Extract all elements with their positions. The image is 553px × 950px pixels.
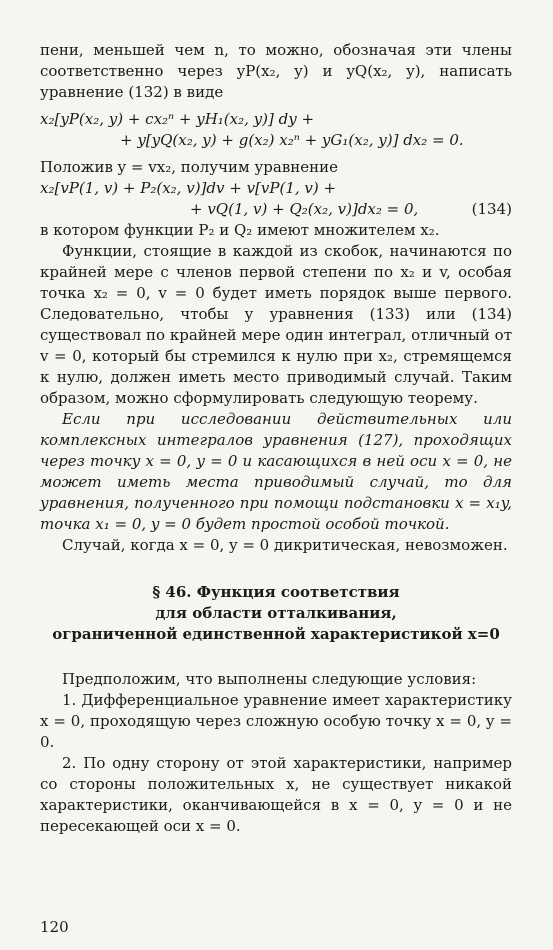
- equation-134-line1: x₂[vP(1, v) + P₂(x₂, v)]dv + v[vP(1, v) +: [40, 179, 337, 197]
- condition-2: 2. По одну сторону от этой характеристики, например со стороны положительных x, не существует никакой характеристики, оканчивающейся в x = 0, y = 0 и не пересекающей оси x = 0.: [40, 754, 512, 835]
- section-title-line3: ограниченной единственной характеристикой x=0: [52, 625, 500, 643]
- paragraph-continuation: пени, меньшей чем n, то можно, обозначая эти члены соответственно через yP(x₂, y) и yQ(x₂, y), написать уравнение (132) в виде: [40, 41, 512, 101]
- section-title-line2: для области отталкивания,: [155, 604, 397, 622]
- paragraph-conditions: Предположим, что выполнены следующие условия:: [62, 670, 477, 688]
- equation-number: (134): [471, 200, 512, 218]
- equation-133-line1: x₂[yP(x₂, y) + cx₂ⁿ + yH₁(x₂, y)] dy +: [40, 110, 315, 128]
- equation-134-line2: [40, 199, 512, 220]
- theorem-statement: Если при исследовании действительных или комплексных интегралов уравнения (127), проходящих через точку x = 0, y = 0 и касающихся в ней оси x = 0, не может иметь места приводимый случай, то для уравнения, полученного при помощи подстановки x = x₁y, точка x₁ = 0, y = 0 будет простой особой точкой.: [40, 410, 512, 533]
- text-column: [40, 40, 512, 837]
- paragraph-multiplier: в котором функции P₂ и Q₂ имеют множителем x₂.: [40, 221, 440, 239]
- paragraph-dicritical: Случай, когда x = 0, y = 0 дикритическая, невозможен.: [62, 536, 508, 554]
- paragraph-substitution: Положив y = vx₂, получим уравнение: [40, 158, 339, 176]
- page-number: 120: [40, 918, 69, 936]
- condition-1: 1. Дифференциальное уравнение имеет характеристику x = 0, проходящую через сложную особую точку x = 0, y = 0.: [40, 691, 512, 751]
- equation-134-body: + vQ(1, v) + Q₂(x₂, v)]dx₂ = 0,: [190, 200, 419, 218]
- equation-133-line2: + y[yQ(x₂, y) + g(x₂) x₂ⁿ + yG₁(x₂, y)] dx₂ = 0.: [120, 131, 464, 149]
- paragraph-argument: Функции, стоящие в каждой из скобок, начинаются по крайней мере с членов первой степени по x₂ и v, особая точка x₂ = 0, v = 0 будет иметь порядок выше первого. Следовательно, чтобы у уравнения (133) или (134) существовал по крайней мере один интеграл, отличный от v = 0, который бы стремился к нулю при x₂, стремящемся к нулю, должен иметь место приводимый случай. Таким образом, можно сформулировать следующую теорему.: [40, 242, 512, 407]
- section-title-line1: § 46. Функция соответствия: [152, 583, 400, 601]
